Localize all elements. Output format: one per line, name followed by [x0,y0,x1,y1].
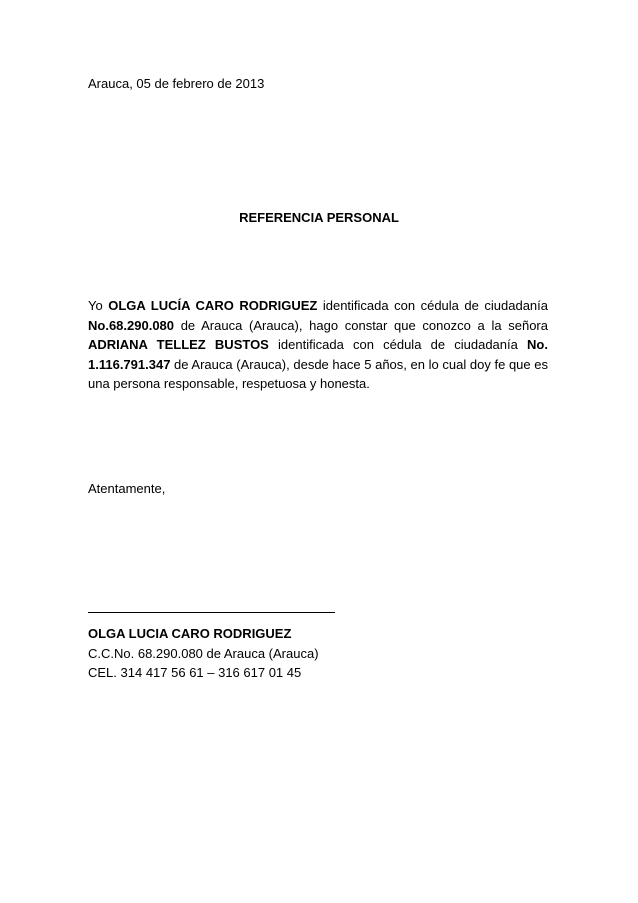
signature-line [88,612,335,613]
document-title: REFERENCIA PERSONAL [239,210,399,225]
body-bold-name: OLGA LUCÍA CARO RODRIGUEZ [108,298,318,313]
signature-name: OLGA LUCIA CARO RODRIGUEZ [88,626,292,641]
body-text-2: identificada con cédula de ciudadanía [317,298,548,313]
signature-phone: CEL. 314 417 56 61 – 316 617 01 45 [88,665,302,680]
date-line: Arauca, 05 de febrero de 2013 [88,76,265,91]
closing-line: Atentamente, [88,481,166,496]
body-bold-id: No.68.290.080 [88,317,175,333]
signature-block [88,624,319,683]
body-bold-referee-id: No. 1.116.791.347 [88,337,548,372]
body-paragraph [88,296,548,394]
body-bold-referee: ADRIANA TELLEZ BUSTOS [88,337,269,352]
body-text-4: identificada con cédula de ciudadanía [268,337,528,352]
body-text-5: de Arauca (Arauca), desde hace 5 años, en lo cual doy fe que es una persona responsable, respetuosa y honesta. [88,356,548,391]
body-text-1: Yo [88,298,109,313]
signature-id: C.C.No. 68.290.080 de Arauca (Arauca) [88,645,319,661]
body-text-3: de Arauca (Arauca), hago constar que conozco a la señora [174,317,548,333]
